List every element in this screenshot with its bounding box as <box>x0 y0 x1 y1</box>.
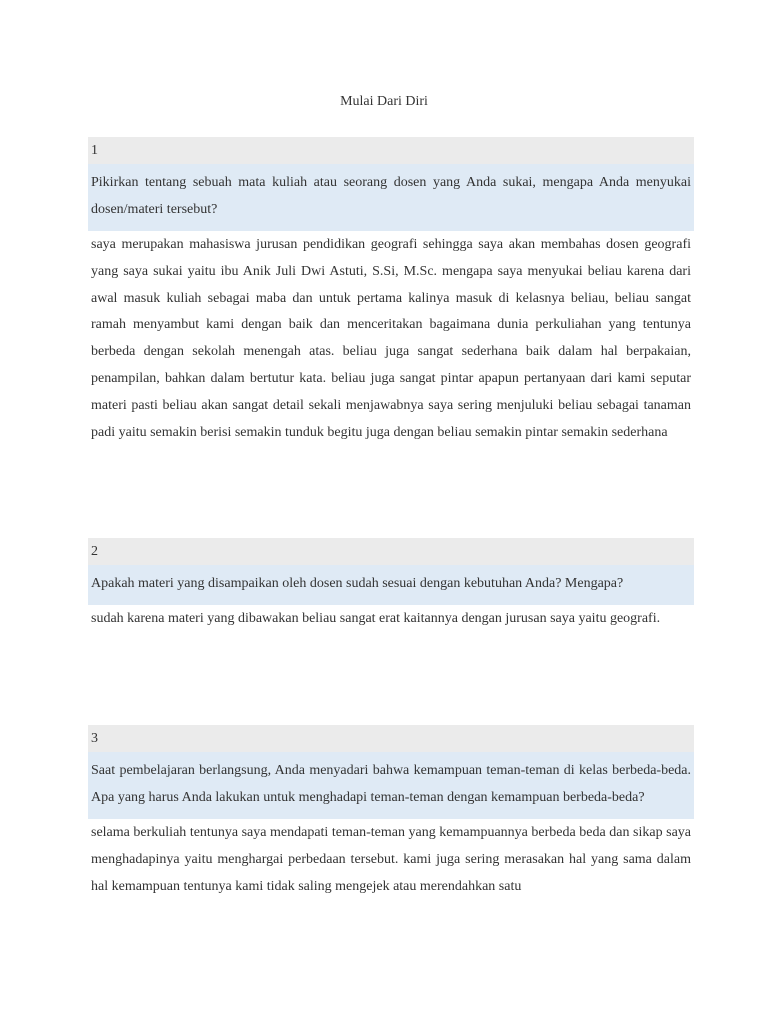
question-text: Pikirkan tentang sebuah mata kuliah atau seorang dosen yang Anda sukai, mengapa Anda menyukai dosen/materi tersebut? <box>88 164 694 231</box>
question-text: Apakah materi yang disampaikan oleh dosen sudah sesuai dengan kebutuhan Anda? Mengapa? <box>88 565 694 605</box>
section-number: 1 <box>88 137 694 164</box>
section-number: 3 <box>88 725 694 752</box>
question-text: Saat pembelajaran berlangsung, Anda menyadari bahwa kemampuan teman-teman di kelas berbeda-beda. Apa yang harus Anda lakukan untuk menghadapi teman-teman dengan kemampuan berbeda-beda? <box>88 752 694 819</box>
section-2 <box>88 538 694 633</box>
section-3 <box>88 725 694 900</box>
answer-text: saya merupakan mahasiswa jurusan pendidikan geografi sehingga saya akan membahas dosen geografi yang saya sukai yaitu ibu Anik Juli Dwi Astuti, S.Si, M.Sc. mengapa saya menyukai beliau karena dari awal masuk kuliah sebagai maba dan untuk pertama kalinya masuk di kelasnya beliau, beliau sangat ramah menyambut kami dengan baik dan menceritakan bagaimana dunia perkuliahan yang tentunya berbeda dengan sekolah menengah atas. beliau juga sangat sederhana baik dalam hal berpakaian, penampilan, bahkan dalam bertutur kata. beliau juga sangat pintar apapun pertanyaan dari kami seputar materi pasti beliau akan sangat detail sekali menjawabnya saya sering menjuluki beliau sebagai tanaman padi yaitu semakin berisi semakin tunduk begitu juga dengan beliau semakin pintar semakin sederhana <box>91 237 691 440</box>
answer-text: selama berkuliah tentunya saya mendapati teman-teman yang kemampuannya berbeda beda dan sikap saya menghadapinya yaitu menghargai perbedaan tersebut. kami juga sering merasakan hal yang sama dalam hal kemampuan tentunya kami tidak saling mengejek atau merendahkan satu <box>91 825 691 894</box>
answer-text: sudah karena materi yang dibawakan beliau sangat erat kaitannya dengan jurusan saya yaitu geografi. <box>91 611 661 626</box>
section-1 <box>88 137 694 446</box>
document-title: Mulai Dari Diri <box>340 94 428 109</box>
section-number: 2 <box>88 538 694 565</box>
